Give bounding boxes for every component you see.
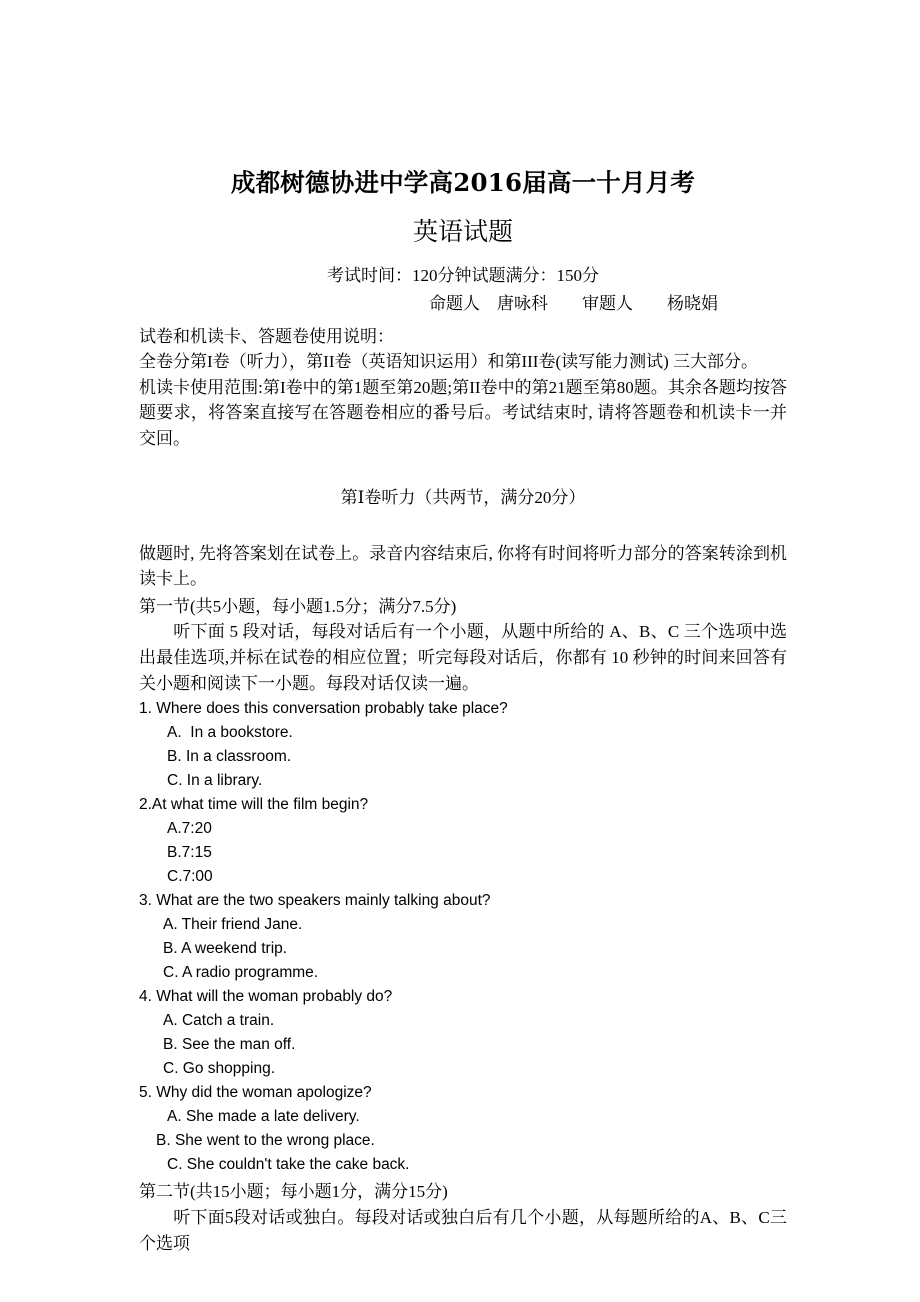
question-option[interactable]: B. She went to the wrong place. <box>156 1132 375 1150</box>
question-option[interactable]: C. A radio programme. <box>163 964 319 982</box>
question-option[interactable]: B. In a classroom. <box>167 748 292 766</box>
usage-notes-line-2: 机读卡使用范围:第I卷中的第1题至第20题;第II卷中的第21题至第80题。其余各题均按答题要求，将答案直接写在答题卷相应的番号后。考试结束时, 请将答题卷和机读卡一并交回。 <box>139 377 787 448</box>
section-two-directions-text: 听下面5段对话或独白。每段对话或独白后有几个小题，从每题所给的A、B、C三个选项 <box>139 1207 787 1253</box>
question-option[interactable]: B. A weekend trip. <box>163 940 288 958</box>
section-one-directions-text: 听下面 5 段对话，每段对话后有一个小题，从题中所给的 A、B、C 三个选项中选出最佳选项,并标在试卷的相应位置；听完每段对话后，你都有 10 秒钟的时间来回答有关小题和阅读下一小题。每段对话仅读一遍。 <box>139 622 787 694</box>
question-option[interactable]: C. Go shopping. <box>163 1060 276 1078</box>
section-one-label: 第一节(共5小题，每小题1.5分；满分7.5分) <box>139 596 457 616</box>
usage-notes-block <box>139 317 787 452</box>
question-option[interactable]: A. She made a late delivery. <box>167 1108 360 1126</box>
question-option[interactable]: A. Catch a train. <box>163 1012 275 1030</box>
page-content <box>139 0 787 1257</box>
question-block <box>139 1081 787 1177</box>
question-option[interactable]: C. In a library. <box>167 772 263 790</box>
question-stem: 4. What will the woman probably do? <box>139 988 393 1006</box>
question-block <box>139 985 787 1081</box>
section-one-directions <box>139 619 787 697</box>
question-stem: 5. Why did the woman apologize? <box>139 1084 372 1102</box>
question-block <box>139 697 787 793</box>
question-option[interactable]: A.7:20 <box>167 820 212 838</box>
part-one-directions: 做题时, 先将答案划在试卷上。录音内容结束后, 你将有时间将听力部分的答案转涂到机读卡上。 <box>139 543 787 589</box>
question-block <box>139 793 787 889</box>
question-option[interactable]: A. In a bookstore. <box>167 724 293 742</box>
usage-notes-line-1: 全卷分第I卷（听力），第II卷（英语知识运用）和第III卷(读写能力测试) 三大部分。 <box>139 352 759 372</box>
part-one-heading: 第Ⅰ卷听力（共两节，满分20分） <box>340 488 586 508</box>
usage-notes-heading: 试卷和机读卡、答题卷使用说明： <box>139 326 394 346</box>
question-option[interactable]: B.7:15 <box>167 844 212 862</box>
question-option[interactable]: C.7:00 <box>167 868 213 886</box>
question-stem: 2.At what time will the film begin? <box>139 796 369 814</box>
page-title: 成都树德协进中学高2016届高一十月月考 <box>230 168 696 197</box>
section-two-label: 第二节(共15小题；每小题1分，满分15分) <box>139 1182 448 1202</box>
question-option[interactable]: C. She couldn't take the cake back. <box>167 1156 410 1174</box>
question-stem: 3. What are the two speakers mainly talking about? <box>139 892 491 910</box>
question-stem: 1. Where does this conversation probably take place? <box>139 700 508 718</box>
question-option[interactable]: A. Their friend Jane. <box>163 916 303 934</box>
exam-authors: 命题人 唐咏科 审题人 杨晓娟 <box>429 294 718 314</box>
question-option[interactable]: B. See the man off. <box>163 1036 296 1054</box>
exam-time-and-score: 考试时间：120分钟试题满分：150分 <box>327 265 599 285</box>
question-block <box>139 889 787 985</box>
section-two-directions <box>139 1205 787 1257</box>
page-subtitle: 英语试题 <box>412 216 513 246</box>
